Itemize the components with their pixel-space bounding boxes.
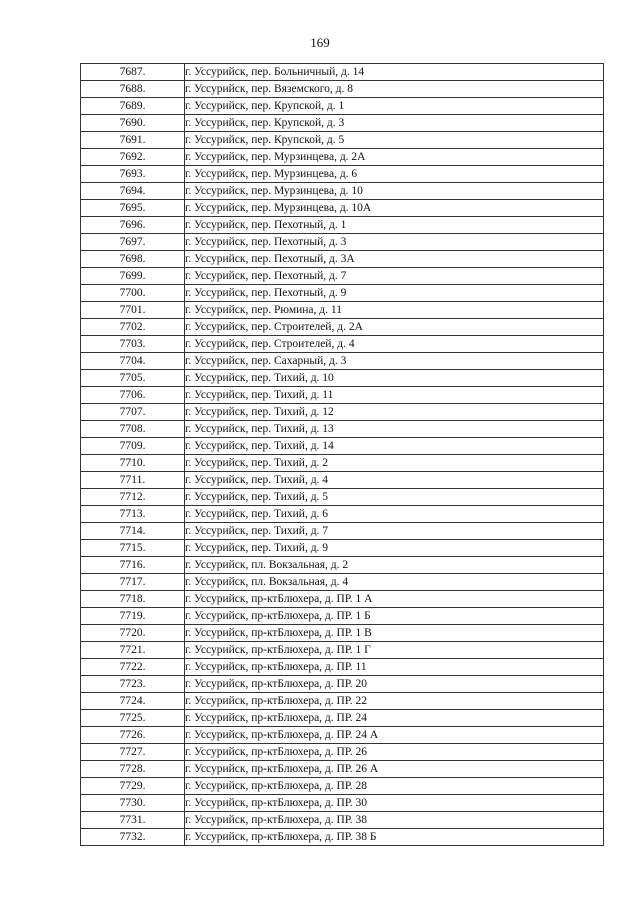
row-number: 7702.	[81, 319, 185, 336]
table-row	[81, 115, 604, 132]
row-address: г. Уссурийск, пр-ктБлюхера, д. ПР. 1 Г	[185, 642, 604, 659]
row-number: 7730.	[81, 795, 185, 812]
row-address: г. Уссурийск, пер. Крупской, д. 1	[185, 98, 604, 115]
row-number: 7699.	[81, 268, 185, 285]
table-row	[81, 574, 604, 591]
table-row	[81, 149, 604, 166]
row-address: г. Уссурийск, пр-ктБлюхера, д. ПР. 1 А	[185, 591, 604, 608]
row-address: г. Уссурийск, пер. Тихий, д. 10	[185, 370, 604, 387]
table-row	[81, 540, 604, 557]
row-number: 7713.	[81, 506, 185, 523]
address-table-body	[81, 64, 604, 846]
table-row	[81, 591, 604, 608]
row-number: 7711.	[81, 472, 185, 489]
row-number: 7727.	[81, 744, 185, 761]
table-row	[81, 727, 604, 744]
table-row	[81, 795, 604, 812]
row-address: г. Уссурийск, пер. Пехотный, д. 1	[185, 217, 604, 234]
row-address: г. Уссурийск, пер. Вяземского, д. 8	[185, 81, 604, 98]
row-address: г. Уссурийск, пер. Тихий, д. 9	[185, 540, 604, 557]
table-row	[81, 489, 604, 506]
table-row	[81, 319, 604, 336]
row-number: 7687.	[81, 64, 185, 81]
row-address: г. Уссурийск, пер. Крупской, д. 5	[185, 132, 604, 149]
table-row	[81, 302, 604, 319]
row-number: 7721.	[81, 642, 185, 659]
row-number: 7688.	[81, 81, 185, 98]
row-number: 7707.	[81, 404, 185, 421]
row-address: г. Уссурийск, пер. Пехотный, д. 9	[185, 285, 604, 302]
row-number: 7728.	[81, 761, 185, 778]
table-row	[81, 761, 604, 778]
row-number: 7715.	[81, 540, 185, 557]
row-number: 7720.	[81, 625, 185, 642]
row-number: 7723.	[81, 676, 185, 693]
table-row	[81, 217, 604, 234]
table-row	[81, 353, 604, 370]
row-number: 7716.	[81, 557, 185, 574]
row-address: г. Уссурийск, пер. Тихий, д. 14	[185, 438, 604, 455]
table-row	[81, 625, 604, 642]
row-address: г. Уссурийск, пер. Пехотный, д. 3	[185, 234, 604, 251]
row-number: 7696.	[81, 217, 185, 234]
row-address: г. Уссурийск, пр-ктБлюхера, д. ПР. 22	[185, 693, 604, 710]
row-number: 7714.	[81, 523, 185, 540]
row-address: г. Уссурийск, пер. Больничный, д. 14	[185, 64, 604, 81]
table-row	[81, 608, 604, 625]
row-address: г. Уссурийск, пер. Тихий, д. 5	[185, 489, 604, 506]
address-table	[80, 63, 604, 846]
row-number: 7725.	[81, 710, 185, 727]
table-row	[81, 744, 604, 761]
row-address: г. Уссурийск, пер. Тихий, д. 12	[185, 404, 604, 421]
row-address: г. Уссурийск, пр-ктБлюхера, д. ПР. 26 А	[185, 761, 604, 778]
row-address: г. Уссурийск, пер. Рюмина, д. 11	[185, 302, 604, 319]
table-row	[81, 642, 604, 659]
row-address: г. Уссурийск, пер. Пехотный, д. 7	[185, 268, 604, 285]
table-row	[81, 64, 604, 81]
row-number: 7695.	[81, 200, 185, 217]
row-number: 7712.	[81, 489, 185, 506]
row-address: г. Уссурийск, пр-ктБлюхера, д. ПР. 24	[185, 710, 604, 727]
table-row	[81, 336, 604, 353]
row-address: г. Уссурийск, пер. Строителей, д. 2А	[185, 319, 604, 336]
table-row	[81, 557, 604, 574]
table-row	[81, 166, 604, 183]
table-row	[81, 268, 604, 285]
table-row	[81, 506, 604, 523]
row-address: г. Уссурийск, пр-ктБлюхера, д. ПР. 30	[185, 795, 604, 812]
row-address: г. Уссурийск, пер. Тихий, д. 2	[185, 455, 604, 472]
row-number: 7698.	[81, 251, 185, 268]
row-number: 7708.	[81, 421, 185, 438]
table-row	[81, 183, 604, 200]
row-number: 7718.	[81, 591, 185, 608]
row-address: г. Уссурийск, пр-ктБлюхера, д. ПР. 1 Б	[185, 608, 604, 625]
row-number: 7710.	[81, 455, 185, 472]
table-row	[81, 387, 604, 404]
table-row	[81, 370, 604, 387]
row-number: 7701.	[81, 302, 185, 319]
row-address: г. Уссурийск, пл. Вокзальная, д. 2	[185, 557, 604, 574]
table-row	[81, 812, 604, 829]
row-number: 7700.	[81, 285, 185, 302]
row-address: г. Уссурийск, пер. Тихий, д. 7	[185, 523, 604, 540]
row-address: г. Уссурийск, пер. Мурзинцева, д. 10А	[185, 200, 604, 217]
table-row	[81, 251, 604, 268]
table-row	[81, 132, 604, 149]
row-address: г. Уссурийск, пр-ктБлюхера, д. ПР. 26	[185, 744, 604, 761]
row-address: г. Уссурийск, пер. Мурзинцева, д. 6	[185, 166, 604, 183]
row-number: 7692.	[81, 149, 185, 166]
table-row	[81, 455, 604, 472]
row-number: 7704.	[81, 353, 185, 370]
row-address: г. Уссурийск, пер. Крупской, д. 3	[185, 115, 604, 132]
row-number: 7697.	[81, 234, 185, 251]
row-number: 7689.	[81, 98, 185, 115]
row-address: г. Уссурийск, пр-ктБлюхера, д. ПР. 24 А	[185, 727, 604, 744]
page-number: 169	[310, 35, 330, 50]
table-row	[81, 693, 604, 710]
row-address: г. Уссурийск, пер. Тихий, д. 4	[185, 472, 604, 489]
row-number: 7709.	[81, 438, 185, 455]
table-row	[81, 778, 604, 795]
table-row	[81, 523, 604, 540]
row-number: 7732.	[81, 829, 185, 846]
row-number: 7717.	[81, 574, 185, 591]
row-number: 7729.	[81, 778, 185, 795]
table-row	[81, 472, 604, 489]
table-row	[81, 421, 604, 438]
table-row	[81, 710, 604, 727]
table-row	[81, 659, 604, 676]
table-row	[81, 285, 604, 302]
row-number: 7706.	[81, 387, 185, 404]
row-address: г. Уссурийск, пер. Мурзинцева, д. 2А	[185, 149, 604, 166]
row-number: 7703.	[81, 336, 185, 353]
table-row	[81, 98, 604, 115]
row-number: 7693.	[81, 166, 185, 183]
table-row	[81, 438, 604, 455]
row-number: 7724.	[81, 693, 185, 710]
row-address: г. Уссурийск, пр-ктБлюхера, д. ПР. 38 Б	[185, 829, 604, 846]
row-address: г. Уссурийск, пр-ктБлюхера, д. ПР. 11	[185, 659, 604, 676]
row-number: 7726.	[81, 727, 185, 744]
row-address: г. Уссурийск, пер. Тихий, д. 13	[185, 421, 604, 438]
row-number: 7690.	[81, 115, 185, 132]
row-address: г. Уссурийск, пер. Пехотный, д. 3А	[185, 251, 604, 268]
table-row	[81, 81, 604, 98]
row-number: 7691.	[81, 132, 185, 149]
table-row	[81, 676, 604, 693]
row-address: г. Уссурийск, пр-ктБлюхера, д. ПР. 20	[185, 676, 604, 693]
table-row	[81, 234, 604, 251]
row-address: г. Уссурийск, пр-ктБлюхера, д. ПР. 28	[185, 778, 604, 795]
row-address: г. Уссурийск, пер. Тихий, д. 6	[185, 506, 604, 523]
row-number: 7694.	[81, 183, 185, 200]
table-row	[81, 200, 604, 217]
row-number: 7719.	[81, 608, 185, 625]
row-address: г. Уссурийск, пр-ктБлюхера, д. ПР. 1 В	[185, 625, 604, 642]
row-number: 7705.	[81, 370, 185, 387]
table-row	[81, 404, 604, 421]
table-row	[81, 829, 604, 846]
row-number: 7722.	[81, 659, 185, 676]
row-address: г. Уссурийск, пер. Мурзинцева, д. 10	[185, 183, 604, 200]
row-number: 7731.	[81, 812, 185, 829]
row-address: г. Уссурийск, пер. Тихий, д. 11	[185, 387, 604, 404]
row-address: г. Уссурийск, пер. Строителей, д. 4	[185, 336, 604, 353]
row-address: г. Уссурийск, пр-ктБлюхера, д. ПР. 38	[185, 812, 604, 829]
row-address: г. Уссурийск, пл. Вокзальная, д. 4	[185, 574, 604, 591]
row-address: г. Уссурийск, пер. Сахарный, д. 3	[185, 353, 604, 370]
